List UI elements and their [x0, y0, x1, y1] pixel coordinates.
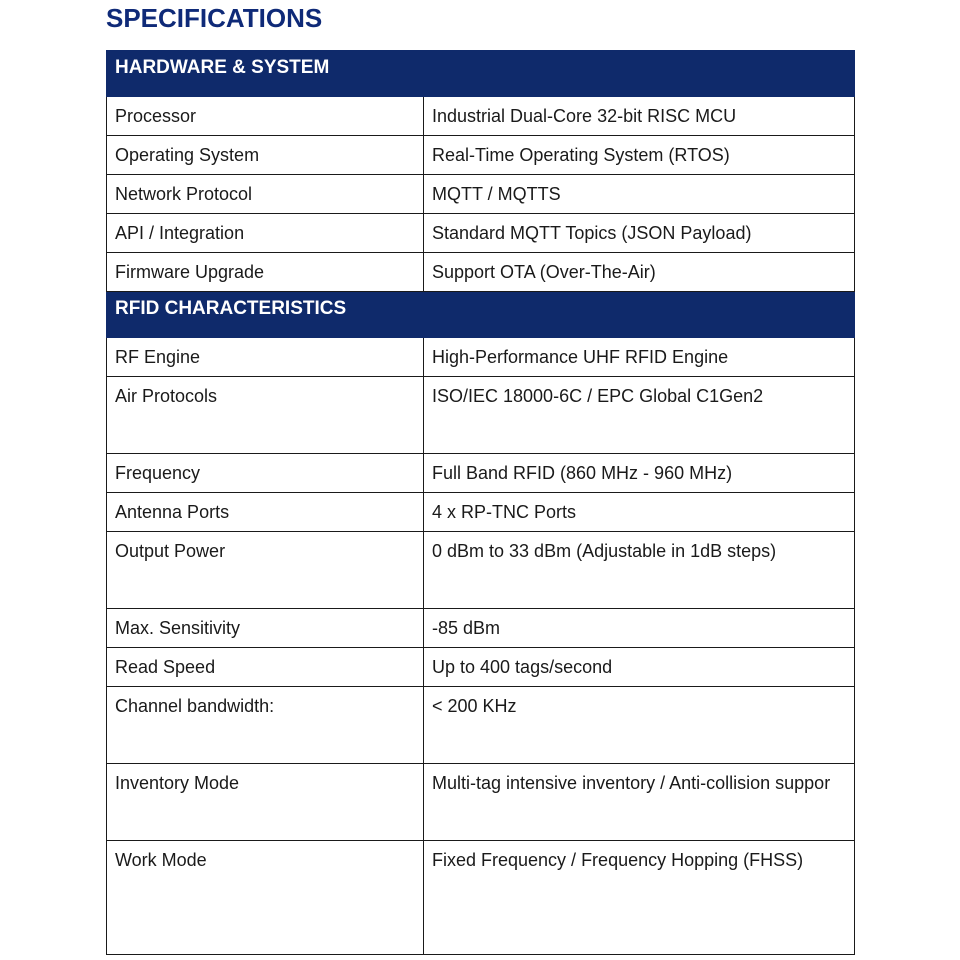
table-row — [107, 377, 855, 454]
spec-label: API / Integration — [107, 214, 424, 253]
table-row — [107, 841, 855, 955]
spec-label: Frequency — [107, 454, 424, 493]
section-heading: HARDWARE & SYSTEM — [107, 51, 855, 97]
spec-value: 0 dBm to 33 dBm (Adjustable in 1dB steps) — [424, 532, 855, 609]
specifications-table — [106, 50, 855, 955]
spec-value: Standard MQTT Topics (JSON Payload) — [424, 214, 855, 253]
table-row — [107, 136, 855, 175]
section-heading: RFID CHARACTERISTICS — [107, 292, 855, 338]
spec-label: Air Protocols — [107, 377, 424, 454]
spec-label: Max. Sensitivity — [107, 609, 424, 648]
spec-value: High-Performance UHF RFID Engine — [424, 338, 855, 377]
section-header-rfid — [107, 292, 855, 338]
spec-value: Multi-tag intensive inventory / Anti-collision suppor — [424, 764, 855, 841]
spec-label: Inventory Mode — [107, 764, 424, 841]
table-row — [107, 493, 855, 532]
spec-value: Support OTA (Over-The-Air) — [424, 253, 855, 292]
spec-value: Fixed Frequency / Frequency Hopping (FHSS) — [424, 841, 855, 955]
spec-value: Full Band RFID (860 MHz - 960 MHz) — [424, 454, 855, 493]
spec-value: MQTT / MQTTS — [424, 175, 855, 214]
spec-value: Real-Time Operating System (RTOS) — [424, 136, 855, 175]
table-row — [107, 214, 855, 253]
spec-label: Operating System — [107, 136, 424, 175]
spec-value: -85 dBm — [424, 609, 855, 648]
table-row — [107, 764, 855, 841]
table-row — [107, 97, 855, 136]
spec-label: Work Mode — [107, 841, 424, 955]
spec-value: Industrial Dual-Core 32-bit RISC MCU — [424, 97, 855, 136]
spec-label: Output Power — [107, 532, 424, 609]
page-title: SPECIFICATIONS — [106, 3, 323, 33]
spec-label: RF Engine — [107, 338, 424, 377]
spec-value: Up to 400 tags/second — [424, 648, 855, 687]
table-row — [107, 253, 855, 292]
spec-value: 4 x RP-TNC Ports — [424, 493, 855, 532]
spec-label: Antenna Ports — [107, 493, 424, 532]
table-row — [107, 609, 855, 648]
table-row — [107, 338, 855, 377]
spec-label: Channel bandwidth: — [107, 687, 424, 764]
spec-value: < 200 KHz — [424, 687, 855, 764]
spec-label: Read Speed — [107, 648, 424, 687]
table-row — [107, 648, 855, 687]
table-row — [107, 532, 855, 609]
table-row — [107, 687, 855, 764]
section-header-hardware — [107, 51, 855, 97]
spec-label: Processor — [107, 97, 424, 136]
table-row — [107, 175, 855, 214]
spec-value: ISO/IEC 18000-6C / EPC Global C1Gen2 — [424, 377, 855, 454]
table-row — [107, 454, 855, 493]
spec-label: Network Protocol — [107, 175, 424, 214]
spec-label: Firmware Upgrade — [107, 253, 424, 292]
